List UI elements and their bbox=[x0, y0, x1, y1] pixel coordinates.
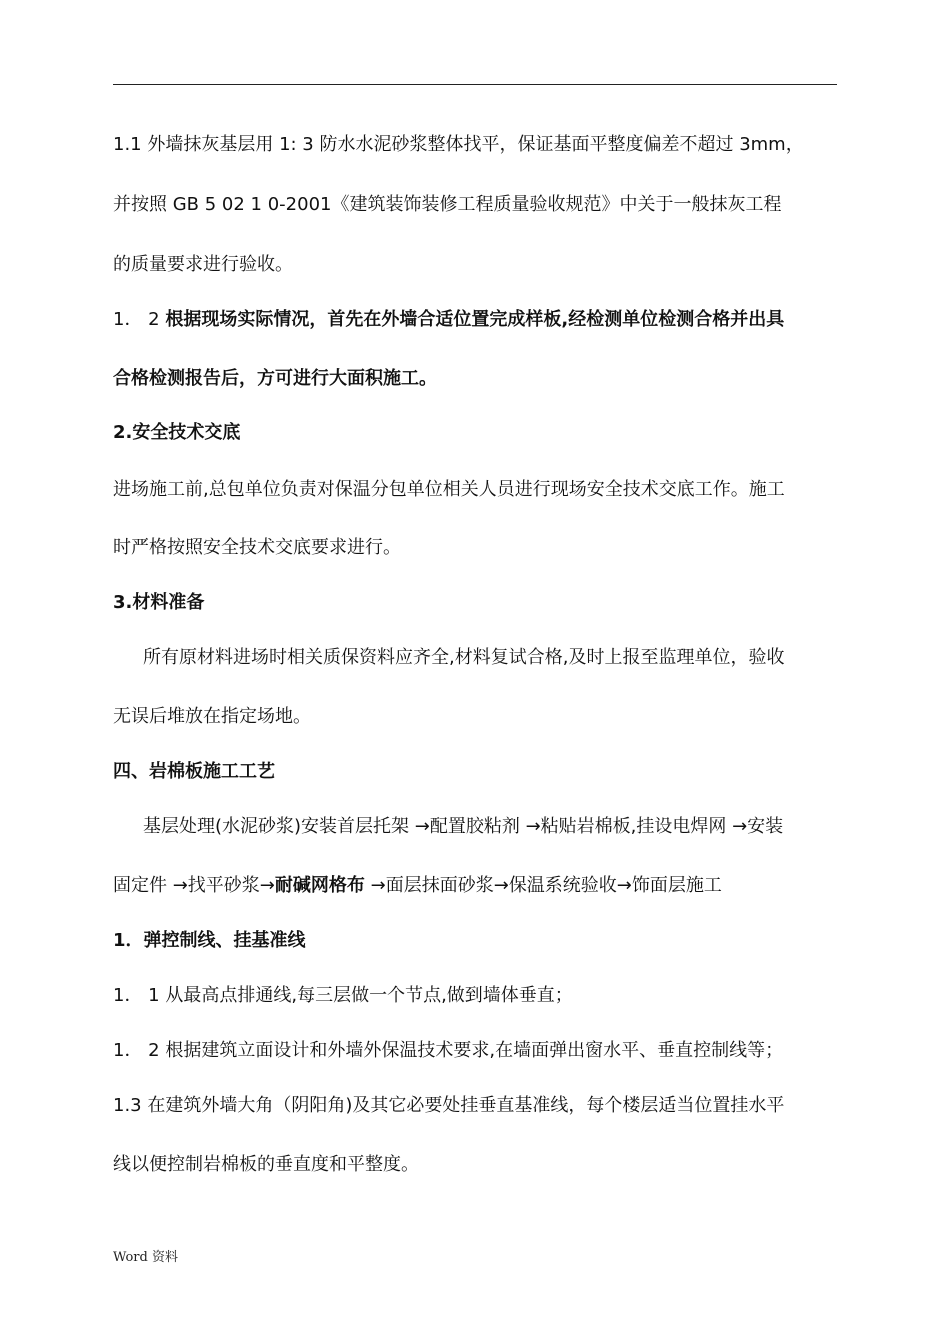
paragraph-line bbox=[113, 874, 839, 898]
paragraph-line: 时严格按照安全技术交底要求进行。 bbox=[113, 537, 401, 558]
bold-text: 耐碱网格布 bbox=[274, 875, 365, 896]
bold-text: 根据现场实际情况，首先在外墙合适位置完成样板,经检测单位检测合格并出具 bbox=[165, 309, 785, 330]
paragraph-line: 线以便控制岩棉板的垂直度和平整度。 bbox=[113, 1154, 419, 1175]
page-footer: Word 资料 bbox=[113, 1250, 178, 1265]
paragraph-line: 并按照 GB 5 02 1 0-2001《建筑装饰装修工程质量验收规范》中关于一般抹灰工程 bbox=[113, 194, 782, 215]
paragraph-line: 1． 1 从最高点排通线,每三层做一个节点,做到墙体垂直； bbox=[113, 985, 573, 1006]
paragraph-line: 1.3 在建筑外墙大角（阴阳角)及其它必要处挂垂直基准线，每个楼层适当位置挂水平 bbox=[113, 1095, 785, 1116]
paragraph-line: 所有原材料进场时相关质保资料应齐全,材料复试合格,及时上报至监理单位，验收 bbox=[143, 647, 785, 668]
paragraph-line: 无误后堆放在指定场地。 bbox=[113, 706, 311, 727]
paragraph-line: 1.1 外墙抹灰基层用 1: 3 防水水泥砂浆整体找平，保证基面平整度偏差不超过 3mm， bbox=[113, 134, 804, 155]
section-heading: 四、岩棉板施工工艺 bbox=[113, 761, 275, 782]
header-rule bbox=[113, 84, 837, 85]
paragraph-line: 合格检测报告后，方可进行大面积施工。 bbox=[113, 368, 437, 389]
paragraph-line: 1． 2 根据建筑立面设计和外墙外保温技术要求,在墙面弹出窗水平、垂直控制线等； bbox=[113, 1040, 784, 1061]
paragraph-line: 进场施工前,总包单位负责对保温分包单位相关人员进行现场安全技术交底工作。施工 bbox=[113, 479, 785, 500]
paragraph-line bbox=[113, 308, 839, 332]
text-segment: →面层抹面砂浆→保温系统验收→饰面层施工 bbox=[364, 875, 722, 896]
paragraph-line: 的质量要求进行验收。 bbox=[113, 254, 293, 275]
paragraph-line: 基层处理(水泥砂浆)安装首层托架 →配置胶粘剂 →粘贴岩棉板,挂设电焊网 →安装 bbox=[143, 816, 784, 837]
section-heading: 2.安全技术交底 bbox=[113, 422, 241, 443]
section-heading: 3.材料准备 bbox=[113, 592, 205, 613]
item-number: 1． 2 bbox=[113, 309, 166, 330]
section-heading: 1．弹控制线、挂基准线 bbox=[113, 930, 306, 951]
text-segment: 固定件 →找平砂浆→ bbox=[113, 875, 275, 896]
